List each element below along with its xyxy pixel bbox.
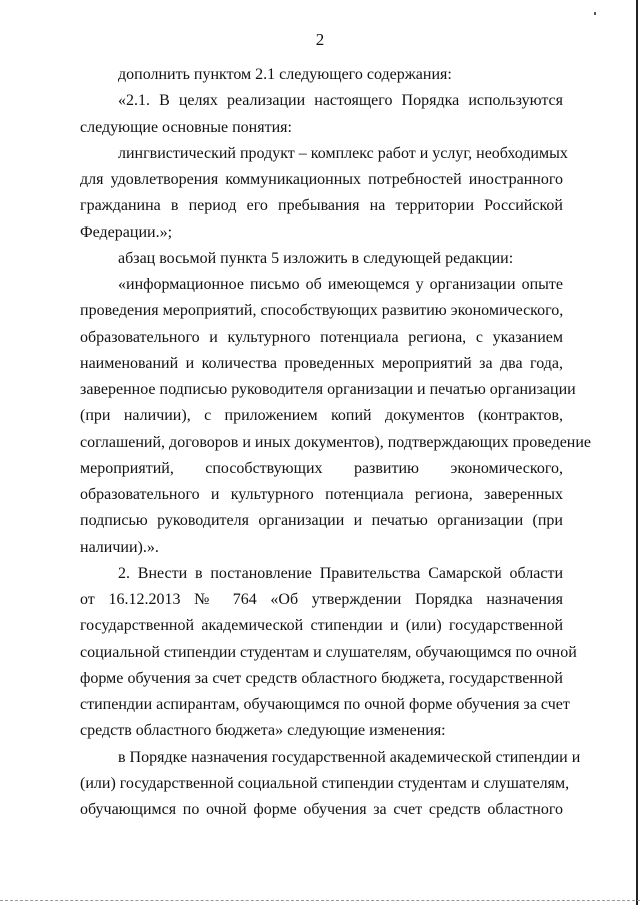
text-line: социальной стипендии студентам и слушателям, обучающимся по очной bbox=[80, 643, 577, 661]
text-line: «2.1. В целях реализации настоящего Порядка используются bbox=[118, 92, 563, 110]
text-line: наименований и количества проведенных мероприятий за два года, bbox=[80, 354, 563, 372]
text-line: для удовлетворения коммуникационных потребностей иностранного bbox=[80, 171, 563, 188]
text-line: Федерации.»; bbox=[80, 223, 173, 241]
text-line: (при наличии), с приложением копий документов (контрактов, bbox=[80, 407, 563, 425]
text-line: абзац восьмой пункта 5 изложить в следующей редакции: bbox=[118, 249, 514, 267]
scan-speck bbox=[594, 12, 596, 15]
text-line: следующие основные понятия: bbox=[80, 118, 292, 136]
text-line: наличии).». bbox=[80, 538, 159, 556]
text-line: гражданина в период его пребывания на территории Российской bbox=[80, 197, 563, 215]
text-line: средств областного бюджета» следующие изменения: bbox=[80, 722, 446, 740]
paragraph bbox=[80, 745, 581, 824]
paragraph bbox=[80, 561, 577, 745]
text-line: обучающимся по очной форме обучения за счет средств областного bbox=[80, 801, 563, 818]
text-line: образовательного и культурного потенциала региона, заверенных bbox=[80, 486, 563, 503]
page-number: 2 bbox=[315, 30, 325, 49]
text-line: образовательного и культурного потенциала региона, с указанием bbox=[80, 328, 563, 346]
scan-border bbox=[636, 0, 638, 905]
paragraph bbox=[80, 272, 592, 561]
paragraph bbox=[80, 246, 563, 272]
paragraph bbox=[80, 62, 563, 88]
paragraph bbox=[80, 88, 563, 141]
paragraph bbox=[80, 141, 568, 246]
text-line: «информационное письмо об имеющемся у организации опыте bbox=[118, 276, 563, 293]
text-line: от 16.12.2013 № 764 «Об утверждении Порядка назначения bbox=[80, 591, 563, 608]
text-line: лингвистический продукт – комплекс работ и услуг, необходимых bbox=[118, 144, 568, 162]
text-line: подписью руководителя организации и печатью организации (при bbox=[80, 512, 563, 530]
text-line: (или) государственной социальной стипендии студентам и слушателям, bbox=[80, 774, 570, 792]
text-line: соглашений, договоров и иных документов), подтверждающих проведение bbox=[80, 433, 592, 451]
scan-edge bbox=[0, 900, 640, 901]
text-line: мероприятий, способствующих развитию экономического, bbox=[80, 459, 563, 477]
text-line: стипендии аспирантам, обучающимся по очной форме обучения за счет bbox=[80, 696, 570, 713]
document-body bbox=[80, 62, 592, 823]
text-line: 2. Внести в постановление Правительства Самарской области bbox=[118, 564, 563, 582]
text-line: заверенное подписью руководителя организации и печатью организации bbox=[80, 381, 576, 398]
text-line: в Порядке назначения государственной академической стипендии и bbox=[118, 748, 581, 766]
text-line: проведения мероприятий, способствующих развитию экономического, bbox=[80, 302, 564, 320]
text-line: дополнить пунктом 2.1 следующего содержания: bbox=[118, 66, 452, 83]
text-line: форме обучения за счет средств областного бюджета, государственной bbox=[80, 669, 563, 687]
text-line: государственной академической стипендии и (или) государственной bbox=[80, 617, 563, 635]
